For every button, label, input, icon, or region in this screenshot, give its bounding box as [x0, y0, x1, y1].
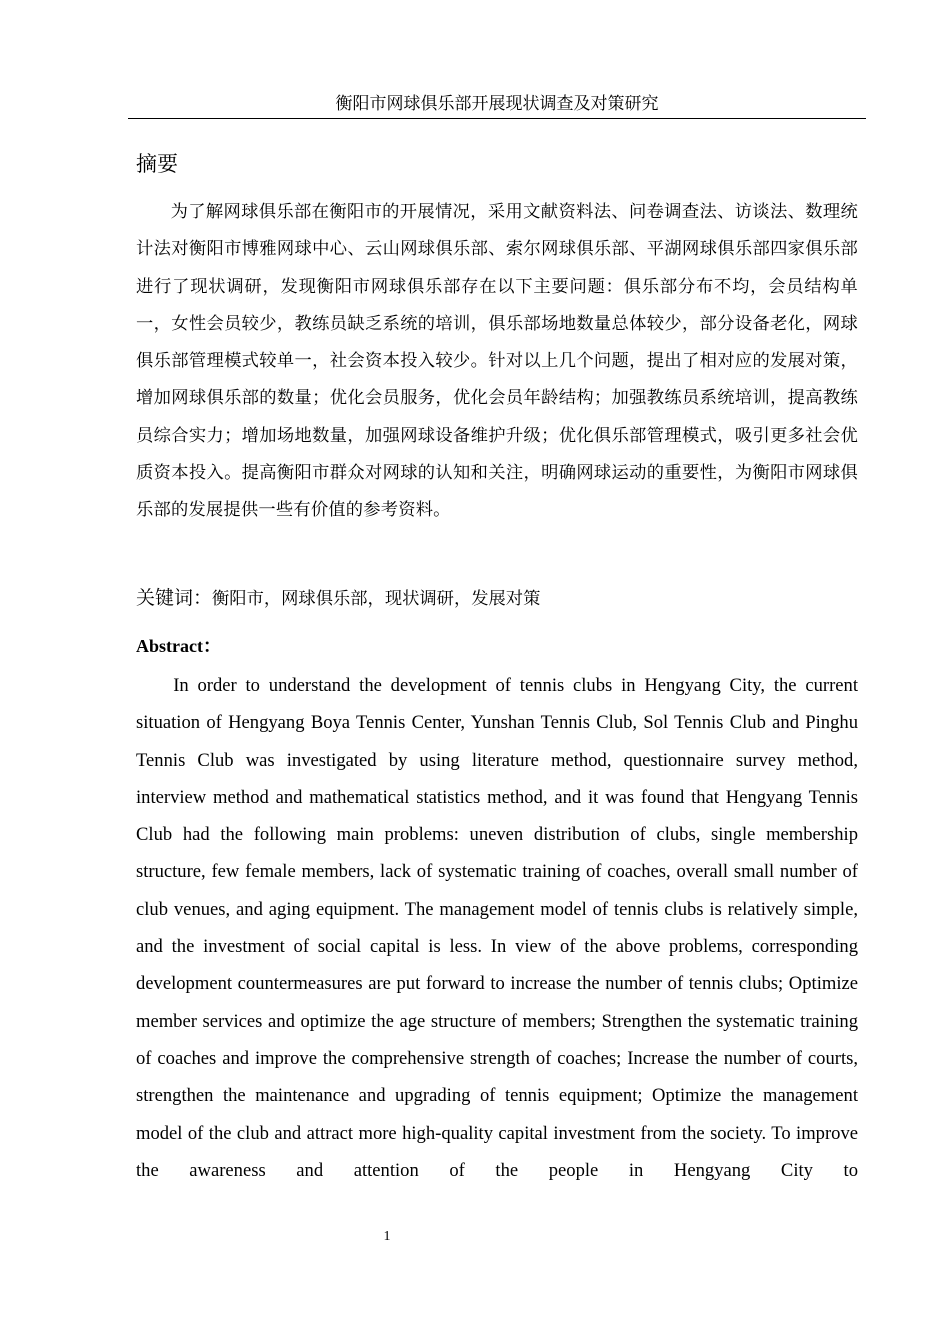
abstract-en-body: In order to understand the development of tennis clubs in Hengyang City, the current situation of Hengyang Boya Tennis Center, Yunshan Tennis Club, Sol Tennis Club and Pinghu Tennis Club was investigated by using literature method, questionnaire survey method, interview method and mathematical statistics method, and it was found that Hengyang Tennis Club had the following main problems: uneven distribution of clubs, single membership structure, few female members, lack of systematic training of coaches, overall small number of club venues, and aging equipment. The management model of tennis clubs is relatively simple, and the investment of social capital is less. In view of the above problems, corresponding development countermeasures are put forward to increase the number of tennis clubs; Optimize member services and optimize the age structure of members; Strengthen the systematic training of coaches and improve the comprehensive strength of coaches; Increase the number of courts, strengthen the maintenance and upgrading of tennis equipment; Optimize the management model of the club and attract more high-quality capital investment from the society. To improve the awareness and attention of the people in Hengyang City to: [136, 675, 858, 1181]
keywords-value: 衡阳市，网球俱乐部，现状调研，发展对策: [212, 589, 541, 609]
running-header: 衡阳市网球俱乐部开展现状调查及对策研究: [128, 94, 866, 119]
abstract-en-heading: Abstract：: [136, 636, 221, 656]
keywords-label: 关键词：: [136, 587, 213, 609]
page-number: 1: [383, 1229, 391, 1244]
abstract-cn-heading: 摘要: [136, 152, 178, 176]
abstract-cn-body: 为了解网球俱乐部在衡阳市的开展情况，采用文献资料法、问卷调查法、访谈法、数理统计法对衡阳市博雅网球中心、云山网球俱乐部、索尔网球俱乐部、平湖网球俱乐部四家俱乐部进行了现状调研，发现衡阳市网球俱乐部存在以下主要问题：俱乐部分布不均，会员结构单一，女性会员较少，教练员缺乏系统的培训，俱乐部场地数量总体较少，部分设备老化，网球俱乐部管理模式较单一，社会资本投入较少。针对以上几个问题，提出了相对应的发展对策，增加网球俱乐部的数量；优化会员服务，优化会员年龄结构；加强教练员系统培训，提高教练员综合实力；增加场地数量，加强网球设备维护升级；优化俱乐部管理模式，吸引更多社会优质资本投入。提高衡阳市群众对网球的认知和关注，明确网球运动的重要性，为衡阳市网球俱乐部的发展提供一些有价值的参考资料。: [136, 202, 858, 521]
keywords-line: [136, 583, 540, 614]
